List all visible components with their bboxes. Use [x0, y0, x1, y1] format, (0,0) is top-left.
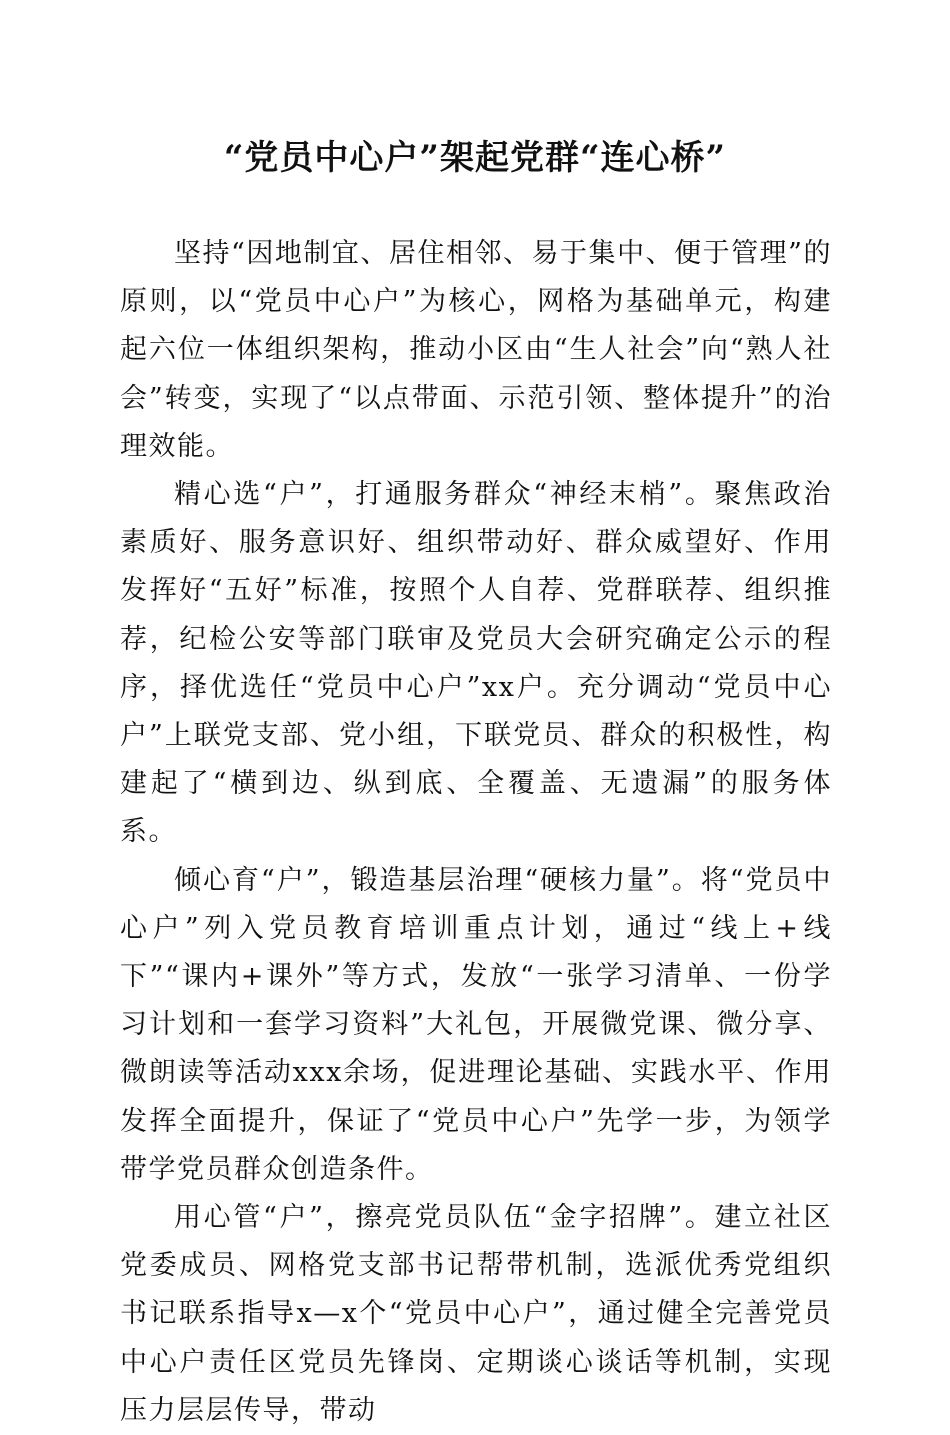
paragraph-cultivate-households: 倾心育“户”，锻造基层治理“硬核力量”。将“党员中心户”列入党员教育培训重点计划，通过“线上+线下”“课内+课外”等方式，发放“一张学习清单、一份学习计划和一套学习资料”大礼包，开展微党课、微分享、微朗读等活动xxx余场，促进理论基础、实践水平、作用发挥全面提升，保证了“党员中心户”先学一步，为领学带学党员群众创造条件。 — [120, 864, 832, 1185]
paragraph-intro: 坚持“因地制宜、居住相邻、易于集中、便于管理”的原则，以“党员中心户”为核心，网格为基础单元，构建起六位一体组织架构，推动小区由“生人社会”向“熟人社会”转变，实现了“以点带面、示范引领、整体提升”的治理效能。 — [120, 238, 832, 462]
document-body — [120, 230, 832, 1435]
paragraph-select-households: 精心选“户”，打通服务群众“神经末梢”。聚焦政治素质好、服务意识好、组织带动好、群众威望好、作用发挥好“五好”标准，按照个人自荐、党群联荐、组织推荐，纪检公安等部门联审及党员大会研究确定公示的程序，择优选任“党员中心户”xx户。充分调动“党员中心户”上联党支部、党小组，下联党员、群众的积极性，构建起了“横到边、纵到底、全覆盖、无遗漏”的服务体系。 — [120, 479, 832, 848]
document-title: “党员中心户”架起党群“连心桥” — [223, 138, 727, 178]
paragraph-manage-households: 用心管“户”，擦亮党员队伍“金字招牌”。建立社区党委成员、网格党支部书记帮带机制，选派优秀党组织书记联系指导x—x个“党员中心户”，通过健全完善党员中心户责任区党员先锋岗、定期谈心谈话等机制，实现压力层层传导，带动 — [120, 1202, 832, 1426]
